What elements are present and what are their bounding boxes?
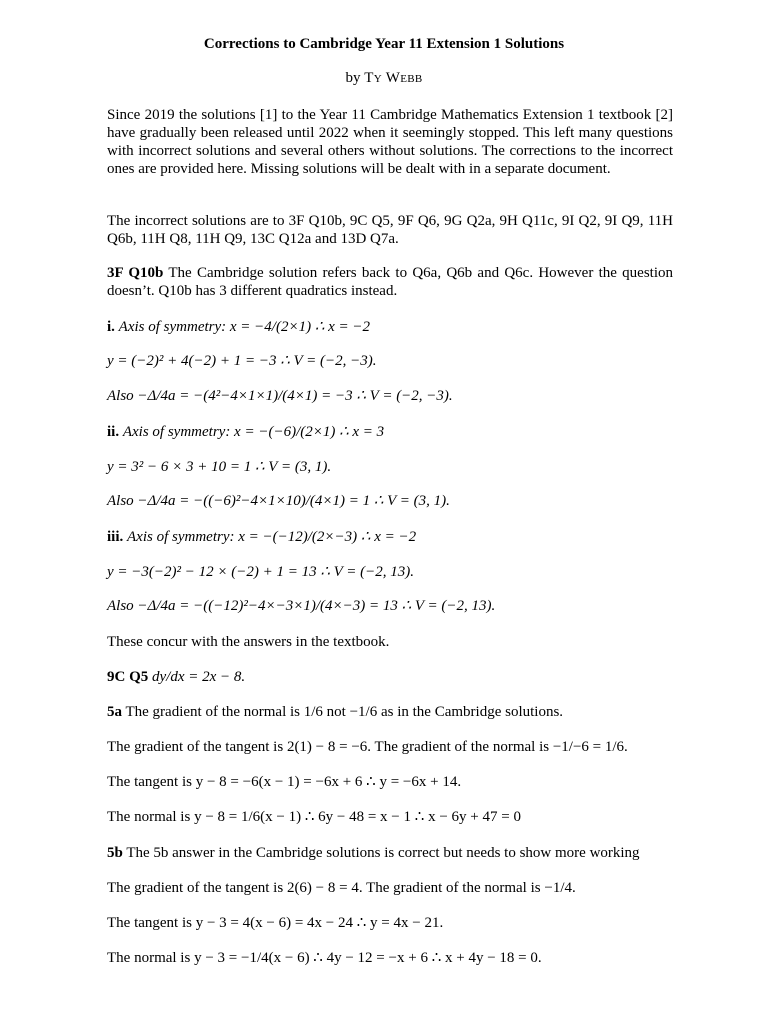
- part-i-label: i.: [107, 319, 115, 335]
- incorrect-solutions-list: The incorrect solutions are to 3F Q10b, 9C Q5, 9F Q6, 9G Q2a, 9H Q11c, 9I Q2, 9I Q9, 11H Q6b, 11H Q8, 11H Q9, 13C Q12a and 13D Q7a.: [107, 213, 673, 247]
- part-iii-axis-eq: Axis of symmetry: x = −(−12)/(2×−3) ∴ x = −2: [127, 529, 417, 545]
- part-iii-vertex: y = −3(−2)² − 12 × (−2) + 1 = 13 ∴ V = (−2, 13).: [107, 564, 415, 580]
- part-5a-tangent: The tangent is y − 8 = −6(x − 1) = −6x + 6 ∴ y = −6x + 14.: [107, 774, 462, 790]
- part-i-discriminant: Also −Δ/4a = −(4²−4×1×1)/(4×1) = −3 ∴ V = (−2, −3).: [107, 388, 453, 404]
- section-9c-derivative: dy/dx = 2x − 8.: [152, 669, 246, 685]
- concur-statement: These concur with the answers in the textbook.: [107, 634, 390, 650]
- part-iii-discriminant: Also −Δ/4a = −((−12)²−4×−3×1)/(4×−3) = 13 ∴ V = (−2, 13).: [107, 598, 496, 614]
- author-line: [0, 70, 768, 87]
- part-i-axis-eq: Axis of symmetry: x = −4/(2×1) ∴ x = −2: [118, 319, 371, 335]
- part-iii-axis: [107, 528, 677, 546]
- part-5a-gradients: The gradient of the tangent is 2(1) − 8 = −6. The gradient of the normal is −1/−6 = 1/6.: [107, 739, 628, 755]
- part-5a-normal: The normal is y − 8 = 1/6(x − 1) ∴ 6y − 48 = x − 1 ∴ x − 6y + 47 = 0: [107, 809, 521, 825]
- intro-paragraph: Since 2019 the solutions [1] to the Year 11 Cambridge Mathematics Extension 1 textbook [2] have gradually been released until 2022 when it seemingly stopped. This left many questions with incorrect solutions and several others without solutions. The corrections to the incorrect ones are provided here. Missing solutions will be dealt with in a separate document.: [107, 107, 673, 177]
- part-5b-tangent: The tangent is y − 3 = 4(x − 6) = 4x − 24 ∴ y = 4x − 21.: [107, 915, 444, 931]
- part-5b-label: 5b: [107, 845, 123, 861]
- part-5b-intro: [107, 844, 677, 862]
- part-i-vertex: y = (−2)² + 4(−2) + 1 = −3 ∴ V = (−2, −3).: [107, 353, 377, 369]
- section-3f-intro: [107, 264, 673, 300]
- part-5b-gradients: The gradient of the tangent is 2(6) − 8 = 4. The gradient of the normal is −1/4.: [107, 880, 576, 896]
- section-9c-heading: 9C Q5: [107, 669, 149, 685]
- part-iii-label: iii.: [107, 529, 124, 545]
- part-5b-text: The 5b answer in the Cambridge solutions is correct but needs to show more working: [126, 845, 640, 861]
- part-5a-label: 5a: [107, 704, 122, 720]
- part-5a-text: The gradient of the normal is 1/6 not −1/6 as in the Cambridge solutions.: [125, 704, 564, 720]
- author-prefix: by: [345, 70, 361, 86]
- part-ii-discriminant: Also −Δ/4a = −((−6)²−4×1×10)/(4×1) = 1 ∴ V = (3, 1).: [107, 493, 450, 509]
- part-ii-axis: [107, 423, 677, 441]
- part-ii-label: ii.: [107, 424, 120, 440]
- part-i-axis: [107, 318, 677, 336]
- part-5a-intro: [107, 703, 677, 721]
- document-title: Corrections to Cambridge Year 11 Extension 1 Solutions: [203, 36, 565, 52]
- section-9c-intro: [107, 668, 677, 686]
- part-5b-normal: The normal is y − 3 = −1/4(x − 6) ∴ 4y − 12 = −x + 6 ∴ x + 4y − 18 = 0.: [107, 950, 542, 966]
- part-ii-vertex: y = 3² − 6 × 3 + 10 = 1 ∴ V = (3, 1).: [107, 459, 332, 475]
- part-ii-axis-eq: Axis of symmetry: x = −(−6)/(2×1) ∴ x = 3: [122, 424, 385, 440]
- section-3f-text: The Cambridge solution refers back to Q6a, Q6b and Q6c. However the question doesn’t. Q10b has 3 different quadratics instead.: [107, 265, 673, 299]
- section-3f-heading: 3F Q10b: [107, 265, 164, 281]
- author-name: Ty Webb: [364, 70, 423, 86]
